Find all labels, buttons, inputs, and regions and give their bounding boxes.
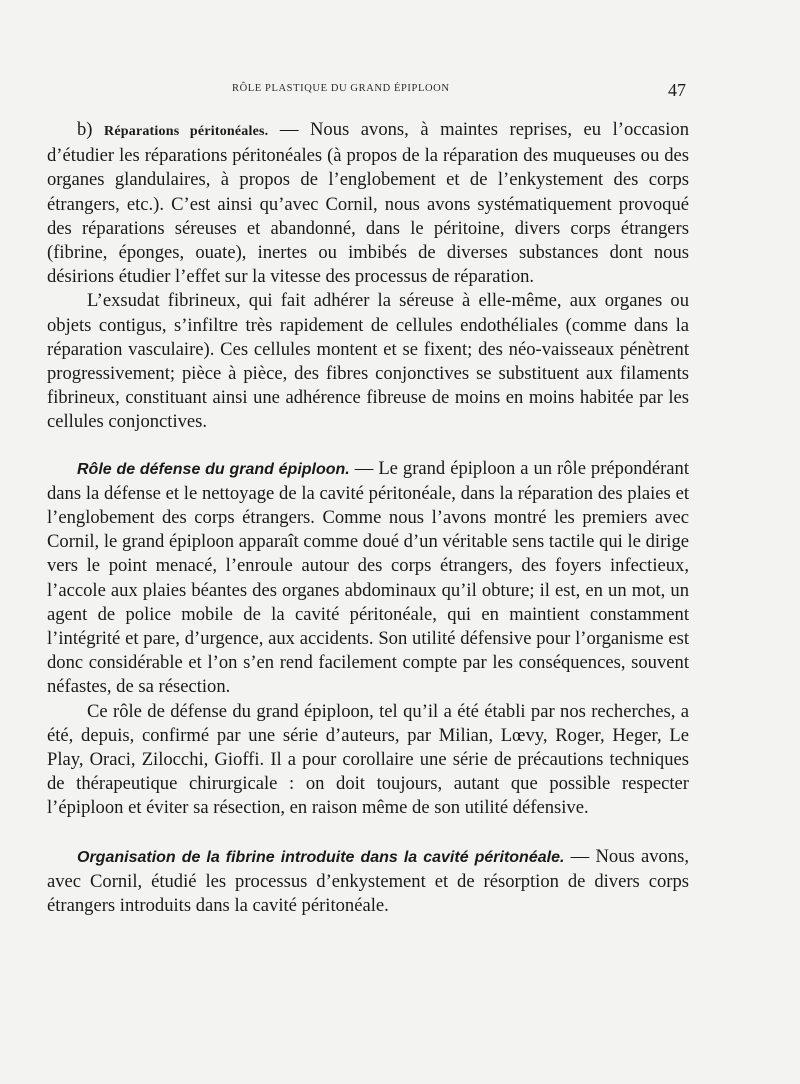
section-2-dash: — xyxy=(349,457,379,479)
section-1-paragraph-2: L’exsudat fibrineux, qui fait adhérer la séreuse à elle-même, aux organes ou objets contigus, s’infiltre très rapidement de cellules endothéliales (comme dans la réparation vasculaire). Ces cellules montent et se fixent; des néo-vaisseaux pénètrent progressivement; pièce à pièce, des fibres conjonctives se substituent aux filaments fibrineux, constituant ainsi une adhérence fibreuse de moins en moins habitée par les cellules conjonctives. xyxy=(47,290,689,433)
body-text xyxy=(47,118,689,918)
section-1-paragraph-1 xyxy=(47,118,689,289)
section-3-text-1: Nous avons, avec Cornil, étudié les processus d’enkystement et de résorption de divers corps étrangers introduits dans la cavité péritonéale. xyxy=(47,845,689,917)
running-title: RÔLE PLASTIQUE DU GRAND ÉPIPLOON xyxy=(232,83,450,94)
section-1-heading: Réparations péritonéales. xyxy=(104,124,269,139)
section-3-paragraph-1 xyxy=(47,845,689,919)
page-number: 47 xyxy=(668,80,686,100)
section-3-heading: Organisation de la fibrine introduite dans la cavité péritonéale. xyxy=(77,848,565,866)
section-2-heading: Rôle de défense du grand épiploon. xyxy=(77,460,350,478)
section-2-text-1: Le grand épiploon a un rôle prépondérant dans la défense et le nettoyage de la cavité péritonéale, dans la réparation des plaies et l’englobement des corps étrangers. Comme nous l’avons montré les premiers avec Cornil, le grand épiploon apparaît comme doué d’un véritable sens tactile qui le dirige vers le point menacé, l’enroule autour des corps étrangers, des foyers infectieux, l’accole aux plaies béantes des organes abdominaux qu’il obture; il est, en un mot, un agent de police mobile de la cavité péritonéale, qui en maintient constamment l’intégrité et pare, d’urgence, aux accidents. Son utilité défensive pour l’organisme est donc considérable et l’on s’en rend facilement compte par les conséquences, souvent néfastes, de sa résection. xyxy=(47,457,690,698)
section-gap xyxy=(47,821,689,845)
section-2-paragraph-1 xyxy=(47,457,689,700)
section-3-dash: — xyxy=(564,845,596,867)
section-2-paragraph-2: Ce rôle de défense du grand épiploon, tel qu’il a été établi par nos recherches, a été, depuis, confirmé par une série d’auteurs, par Milian, Lœvy, Roger, Heger, Le Play, Oraci, Zilocchi, Gioffi. Il a pour corollaire une série de précautions techniques de thérapeutique chirurgicale : on doit toujours, autant que possible respecter l’épiploon et éviter sa résection, en raison même de son utilité défensive. xyxy=(47,700,689,819)
section-1-text-1: Nous avons, à maintes reprises, eu l’occasion d’étudier les réparations péritonéales (à propos de la réparation des muqueuses ou des organes glandulaires, à propos de l’englobement et de l’enkystement des corps étrangers, etc.). C’est ainsi qu’avec Cornil, nous avons systématiquement provoqué des réparations séreuses et abandonné, dans le péritoine, divers corps étrangers (fibrine, éponges, ouate), inertes ou imbibés de diverses substances dont nous désirions étudier l’effet sur la vitesse des processus de réparation. xyxy=(47,119,689,288)
section-1-dash: — xyxy=(268,119,310,140)
section-gap xyxy=(47,435,689,457)
section-1-lead: b) xyxy=(77,119,105,140)
running-header xyxy=(0,80,800,102)
